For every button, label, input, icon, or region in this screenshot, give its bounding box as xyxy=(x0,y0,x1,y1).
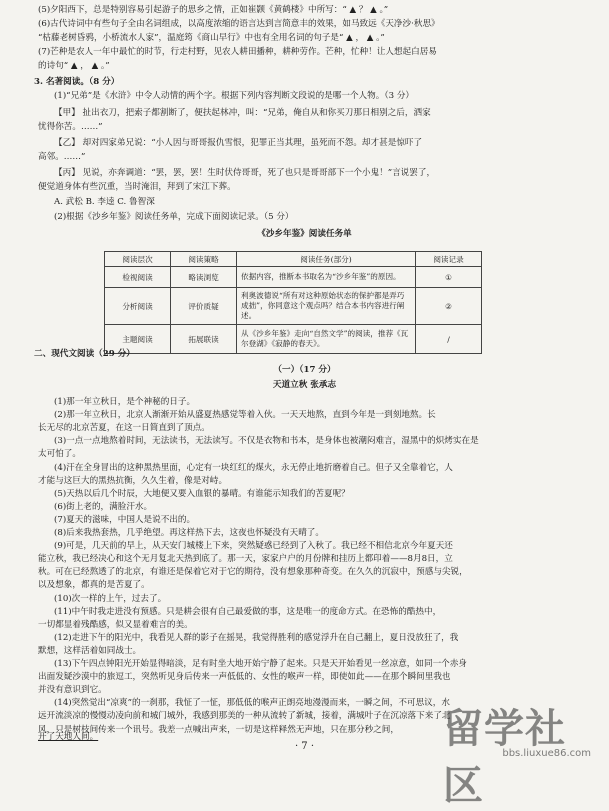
q3-p1-line-1: (1)“兄弟”是《水浒》中令人动情的两个字。根据下列内容判断文段说的是哪一个人物。（3 分） xyxy=(54,91,415,101)
table-cell: 评价质疑 xyxy=(171,288,237,325)
table-title: 《沙乡年鉴》阅读任务单 xyxy=(257,229,352,239)
watermark xyxy=(443,697,593,809)
q3-p1-line-7: 便觉道身体有些沉重，当时淹泪，拜到了宋江下葬。 xyxy=(38,182,236,192)
table-cell: 检视阅读 xyxy=(105,267,171,288)
table-cell: / xyxy=(416,325,482,354)
q3-title: 3. 名著阅读。（8 分） xyxy=(34,77,120,87)
article-line: 一切都显着残酷感，似又显着难言的美。 xyxy=(38,619,193,630)
article-line: 以及想象，都真的是苦夏了。 xyxy=(38,580,150,591)
table-header: 阅读记录 xyxy=(416,252,482,267)
article-line: (6)街上老的，满脸汗水。 xyxy=(54,501,153,512)
question-7-line-2: 的诗句“ ▲ ， ▲ 。” xyxy=(38,61,110,71)
q3-p1-line-3: 忧得你苦。……” xyxy=(38,122,103,132)
table-cell: 拓展联读 xyxy=(171,325,237,354)
section-2-title: 二、现代文阅读（29 分） xyxy=(34,349,135,359)
article-line: 能立秋，我已经决心和这个无月复北天热到底了。那一天，家家户户的月份牌和挂历上都印着——8月8日，立 xyxy=(38,554,453,565)
article-line: 太可怕了。 xyxy=(38,449,81,460)
table-cell: 从《沙乡年鉴》走向“自然文学”的阅读，推荐《瓦尔登湖》《寂静的春天》。 xyxy=(237,325,416,354)
question-6-line-2: “枯藤老树昏鸦，小桥流水人家”，温庭筠《商山早行》中也有全用名词的句子是“ ▲ ， ▲ 。” xyxy=(38,33,385,43)
article-line: (2)那一年立秋日，北京人渐渐开始从盛夏热感觉等着入伙。一天天地熬，直到今年是一到刻地熬。长 xyxy=(54,410,436,421)
page-number: · 7 · xyxy=(294,741,315,752)
q3-p2: (2)根据《沙乡年鉴》阅读任务单，完成下面阅读记录。（5 分） xyxy=(54,212,294,222)
article-line: (1)那一年立秋日，是个神秘的日子。 xyxy=(54,397,196,407)
reading-task-table xyxy=(104,251,482,354)
q3-p1-line-6: 【丙】 见说，亦奔调道：“罢，罢，罢！生时伏侍哥哥，死了也只是哥哥部下一个小鬼！”言说罢了， xyxy=(54,168,436,178)
article-line: (13)下午四点钟阳光开始显得暗淡，足有时坐大地开始宁静了起来。只是天开始看见一丝凉意，如同一个赤身 xyxy=(54,659,467,669)
question-5-line: (5)夕阳西下，总是特别容易引起游子的思乡之情，正如崔颢《黄鹤楼》中所写：“ ▲ ？ ▲ 。” xyxy=(38,5,389,15)
article-line: (8)后来我热套热，几乎绝望。再这样热下去，这夜也怀疑没有天晴了。 xyxy=(54,528,324,538)
underlined-text: 开了天地人间。 xyxy=(38,732,99,742)
article-line: (5)天热以后几个时辰，大地便又要入血银的暴晴。有谁能示知我们的苦夏呢？ xyxy=(54,488,350,499)
question-6-line-1: (6)古代诗词中有些句子全由名词组成，以高度浓缩的语言达到言简意丰的效果，如马致远《天净沙·秋思》 xyxy=(38,19,440,29)
article-line: (3)一点一点地熬着时间，无法读书，无法读写。不仅是衣物和书本，是身体也被潮闷难言，湿黑中的炽烤实在是 xyxy=(54,436,479,447)
watermark-logo-text: 留学社区 xyxy=(443,706,566,809)
article-line: (7)夏天的滋味，中国人是说不出的。 xyxy=(54,514,196,525)
article-title: 天道立秋 张承志 xyxy=(272,380,337,390)
table-header: 阅读任务(部分) xyxy=(237,252,416,267)
table-row xyxy=(105,288,482,325)
table-cell: 依据内容，推断本书取名为“沙乡年鉴”的原因。 xyxy=(237,267,416,288)
table-cell: ① xyxy=(416,267,482,288)
article-line: 长无尽的北京苦夏，在这一日简直到了顶点。 xyxy=(38,423,210,434)
watermark-url: bbs.liuxue86.com xyxy=(502,748,591,759)
table-cell: 略读浏览 xyxy=(171,267,237,288)
table-cell: 分析阅读 xyxy=(105,288,171,325)
article-line: 默想，这样活着如同战士。 xyxy=(38,645,142,656)
part-1-title: （一）（17 分） xyxy=(273,365,336,375)
q3-p1-line-5: 高邻。……” xyxy=(38,152,86,162)
article-line: (10)次一样的上午，过去了。 xyxy=(54,593,167,604)
table-cell: 利奥波德说“所有对这种原始状态的保护都是弄巧成拙”，你同意这个观点吗？结合本书内容进行阐述。 xyxy=(237,288,416,325)
q3-p1-line-2: 【甲】 扯出衣刀，把索子都割断了，便扶起林冲，叫：“兄弟，俺自从和你买刀那日相别之后，洒家 xyxy=(54,108,431,118)
table-cell: 主题阅读 xyxy=(105,325,171,354)
table-header: 阅读层次 xyxy=(105,252,171,267)
article-line: (11)中午时我走进没有预感。只是耕会很有自己最爱做的事，这是唯一的度命方式。在恐怖的酷热中， xyxy=(54,606,442,617)
table-row xyxy=(105,267,482,288)
table-cell: ② xyxy=(416,288,482,325)
article-line: (4)汗在全身冒出的这种黑热里面，心定有一块红红的煤火，永无停止地折磨着自己。但子又全靠着它，人 xyxy=(54,462,453,473)
article-line: 并没有意识到它。 xyxy=(38,685,107,696)
article-line: (14)突然觉出“凉爽”的一刹那，我怔了一怔，那低低的喉声正朗亮地漫漫而来，一瞬之间，不可思议，水 xyxy=(54,698,450,709)
q3-p1-line-4: 【乙】 却对四家弟兄说：“小人因与哥哥报仇雪恨，犯罪正当其理，虽死而不怨。却才甚是惊吓了 xyxy=(54,138,423,148)
article-line: 才能与这巨大的黑热抗衡，久久生着，像是对峙。 xyxy=(38,475,228,486)
article-line: 远开流淡凉的慢慢动凌向前和城门城外，我感到那美的一种从流转了新城，接着，满城叶子在沉凉落下来了北 xyxy=(38,711,451,722)
article-line: (12)走进下午的阳光中，我看见人群的影子在摇晃，我觉得胜利的感觉浮升在自己翻上，夏日没放狂了，我 xyxy=(54,632,459,643)
article-line: (9)可是，几天前的早上，从天安门城楼上下来，突然疑惑已经到了入秋了。我已经不相信北京今年夏天还 xyxy=(54,541,453,552)
article-line: 出面发疑沙漠中的旅逗工，突然听见身后传来一声低低的、女性的喉声一样，即使如此——在那个瞬间里我也 xyxy=(38,672,451,683)
article-line: 风，只是树枝间传来一个讯号。我差一点喊出声来，一切是这样释然无声地，只在那分秒之间， xyxy=(38,724,399,735)
question-7-line-1: (7)芒种是农人一年中最忙的时节，行走村野，见农人耕田播种，耕种劳作。芒种，忙种！让人想起白居易 xyxy=(38,47,437,57)
article-line: 秋。可在已经熬透了的北京，有谁还是保着它对于它的期待，没有想象那种奇变。在久久的沉寂中，预感与尖锐， xyxy=(38,567,468,578)
table-header: 阅读策略 xyxy=(171,252,237,267)
q3-options: A. 武松 B. 李逵 C. 鲁智深 xyxy=(54,197,155,207)
